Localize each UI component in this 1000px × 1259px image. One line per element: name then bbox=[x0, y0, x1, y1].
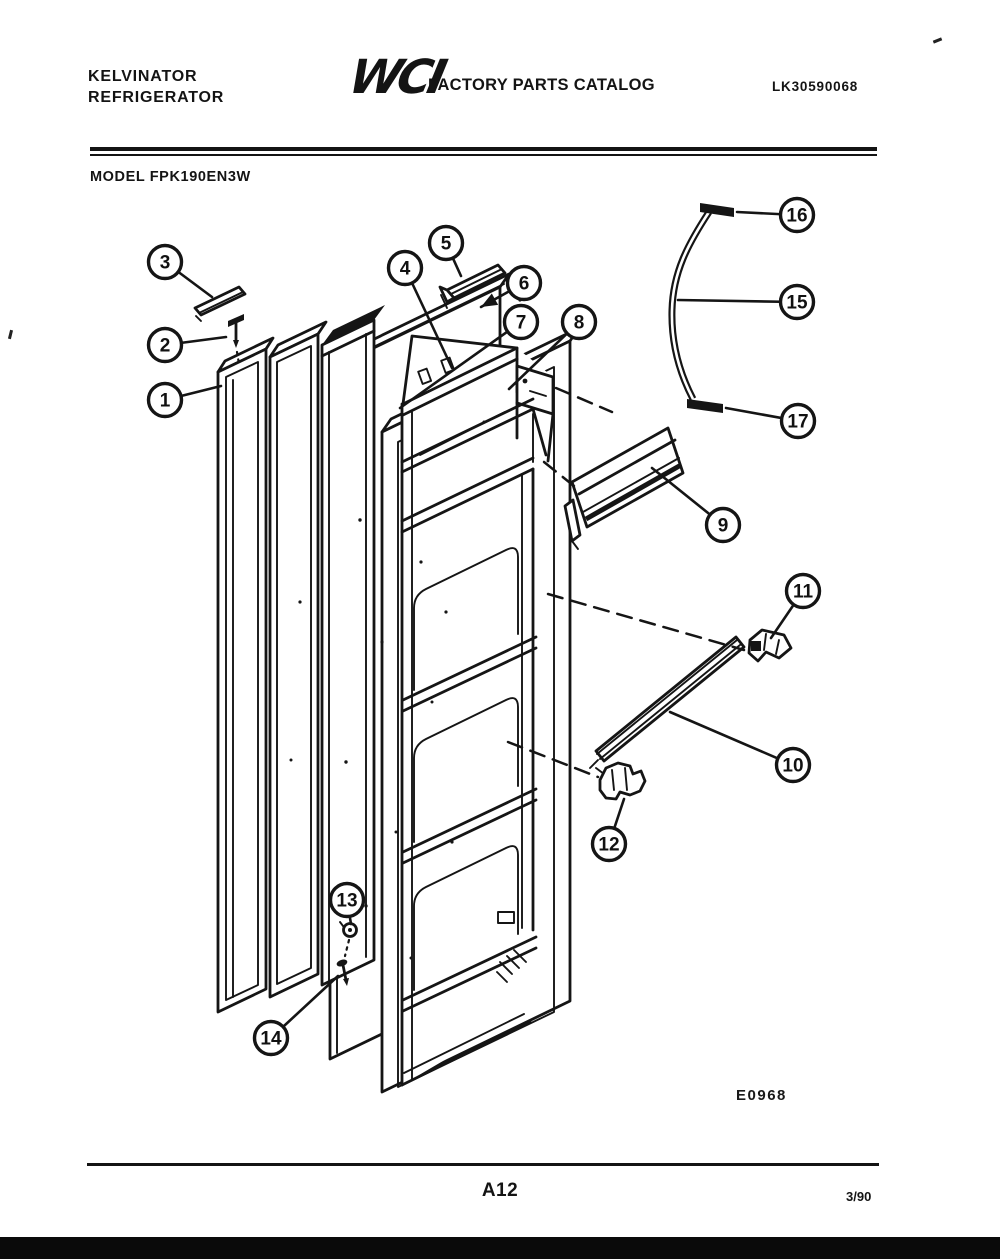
model-heading: MODEL FPK190EN3W bbox=[90, 169, 251, 185]
callout-17 bbox=[726, 405, 815, 438]
svg-text:14: 14 bbox=[260, 1028, 282, 1050]
svg-text:8: 8 bbox=[573, 312, 585, 334]
callout-12 bbox=[593, 799, 626, 861]
water-tube bbox=[672, 203, 734, 413]
svg-text:13: 13 bbox=[336, 890, 358, 912]
page-number: A12 bbox=[481, 1180, 519, 1201]
svg-text:2: 2 bbox=[159, 335, 171, 357]
svg-text:5: 5 bbox=[440, 233, 452, 255]
callout-2 bbox=[149, 329, 227, 362]
svg-text:15: 15 bbox=[786, 292, 808, 314]
callout-11 bbox=[771, 575, 820, 639]
svg-text:7: 7 bbox=[515, 312, 527, 334]
date-code: 3/90 bbox=[846, 1189, 872, 1204]
svg-text:10: 10 bbox=[782, 755, 804, 777]
bracket-part11 bbox=[749, 630, 791, 661]
bracket-part12 bbox=[600, 763, 645, 799]
svg-text:3: 3 bbox=[159, 252, 171, 274]
svg-text:9: 9 bbox=[717, 515, 729, 537]
svg-text:11: 11 bbox=[792, 581, 814, 603]
callout-1 bbox=[149, 384, 222, 417]
svg-text:16: 16 bbox=[786, 205, 808, 227]
tube-fitting-bottom bbox=[687, 399, 723, 413]
callout-9 bbox=[652, 468, 740, 542]
shelf-trim-part9 bbox=[565, 428, 683, 549]
page-bottom-scan-bar bbox=[0, 1237, 1000, 1259]
callout-3 bbox=[149, 246, 213, 298]
brand-line-2: REFRIGERATOR bbox=[88, 89, 225, 106]
catalog-title: FACTORY PARTS CATALOG bbox=[428, 76, 655, 94]
wci-logo: WCI bbox=[344, 50, 448, 105]
svg-text:17: 17 bbox=[787, 411, 809, 433]
svg-text:4: 4 bbox=[399, 258, 411, 280]
svg-text:12: 12 bbox=[598, 834, 620, 856]
callout-15 bbox=[678, 286, 814, 319]
callout-16 bbox=[737, 199, 814, 232]
door-liner bbox=[402, 336, 553, 1085]
catalog-number: LK30590068 bbox=[772, 79, 859, 94]
svg-text:6: 6 bbox=[518, 273, 530, 295]
inner-door-panel bbox=[270, 322, 326, 997]
svg-text:1: 1 bbox=[159, 390, 171, 412]
trim-strip-part3 bbox=[195, 287, 245, 321]
door-gasket bbox=[218, 338, 273, 1012]
brand-line-1: KELVINATOR bbox=[88, 68, 198, 85]
figure-code: E0968 bbox=[736, 1087, 787, 1104]
callout-10 bbox=[670, 712, 810, 782]
footer-rule bbox=[87, 1163, 879, 1166]
callout-5 bbox=[430, 227, 463, 277]
shelf-rail-part10 bbox=[590, 637, 744, 774]
